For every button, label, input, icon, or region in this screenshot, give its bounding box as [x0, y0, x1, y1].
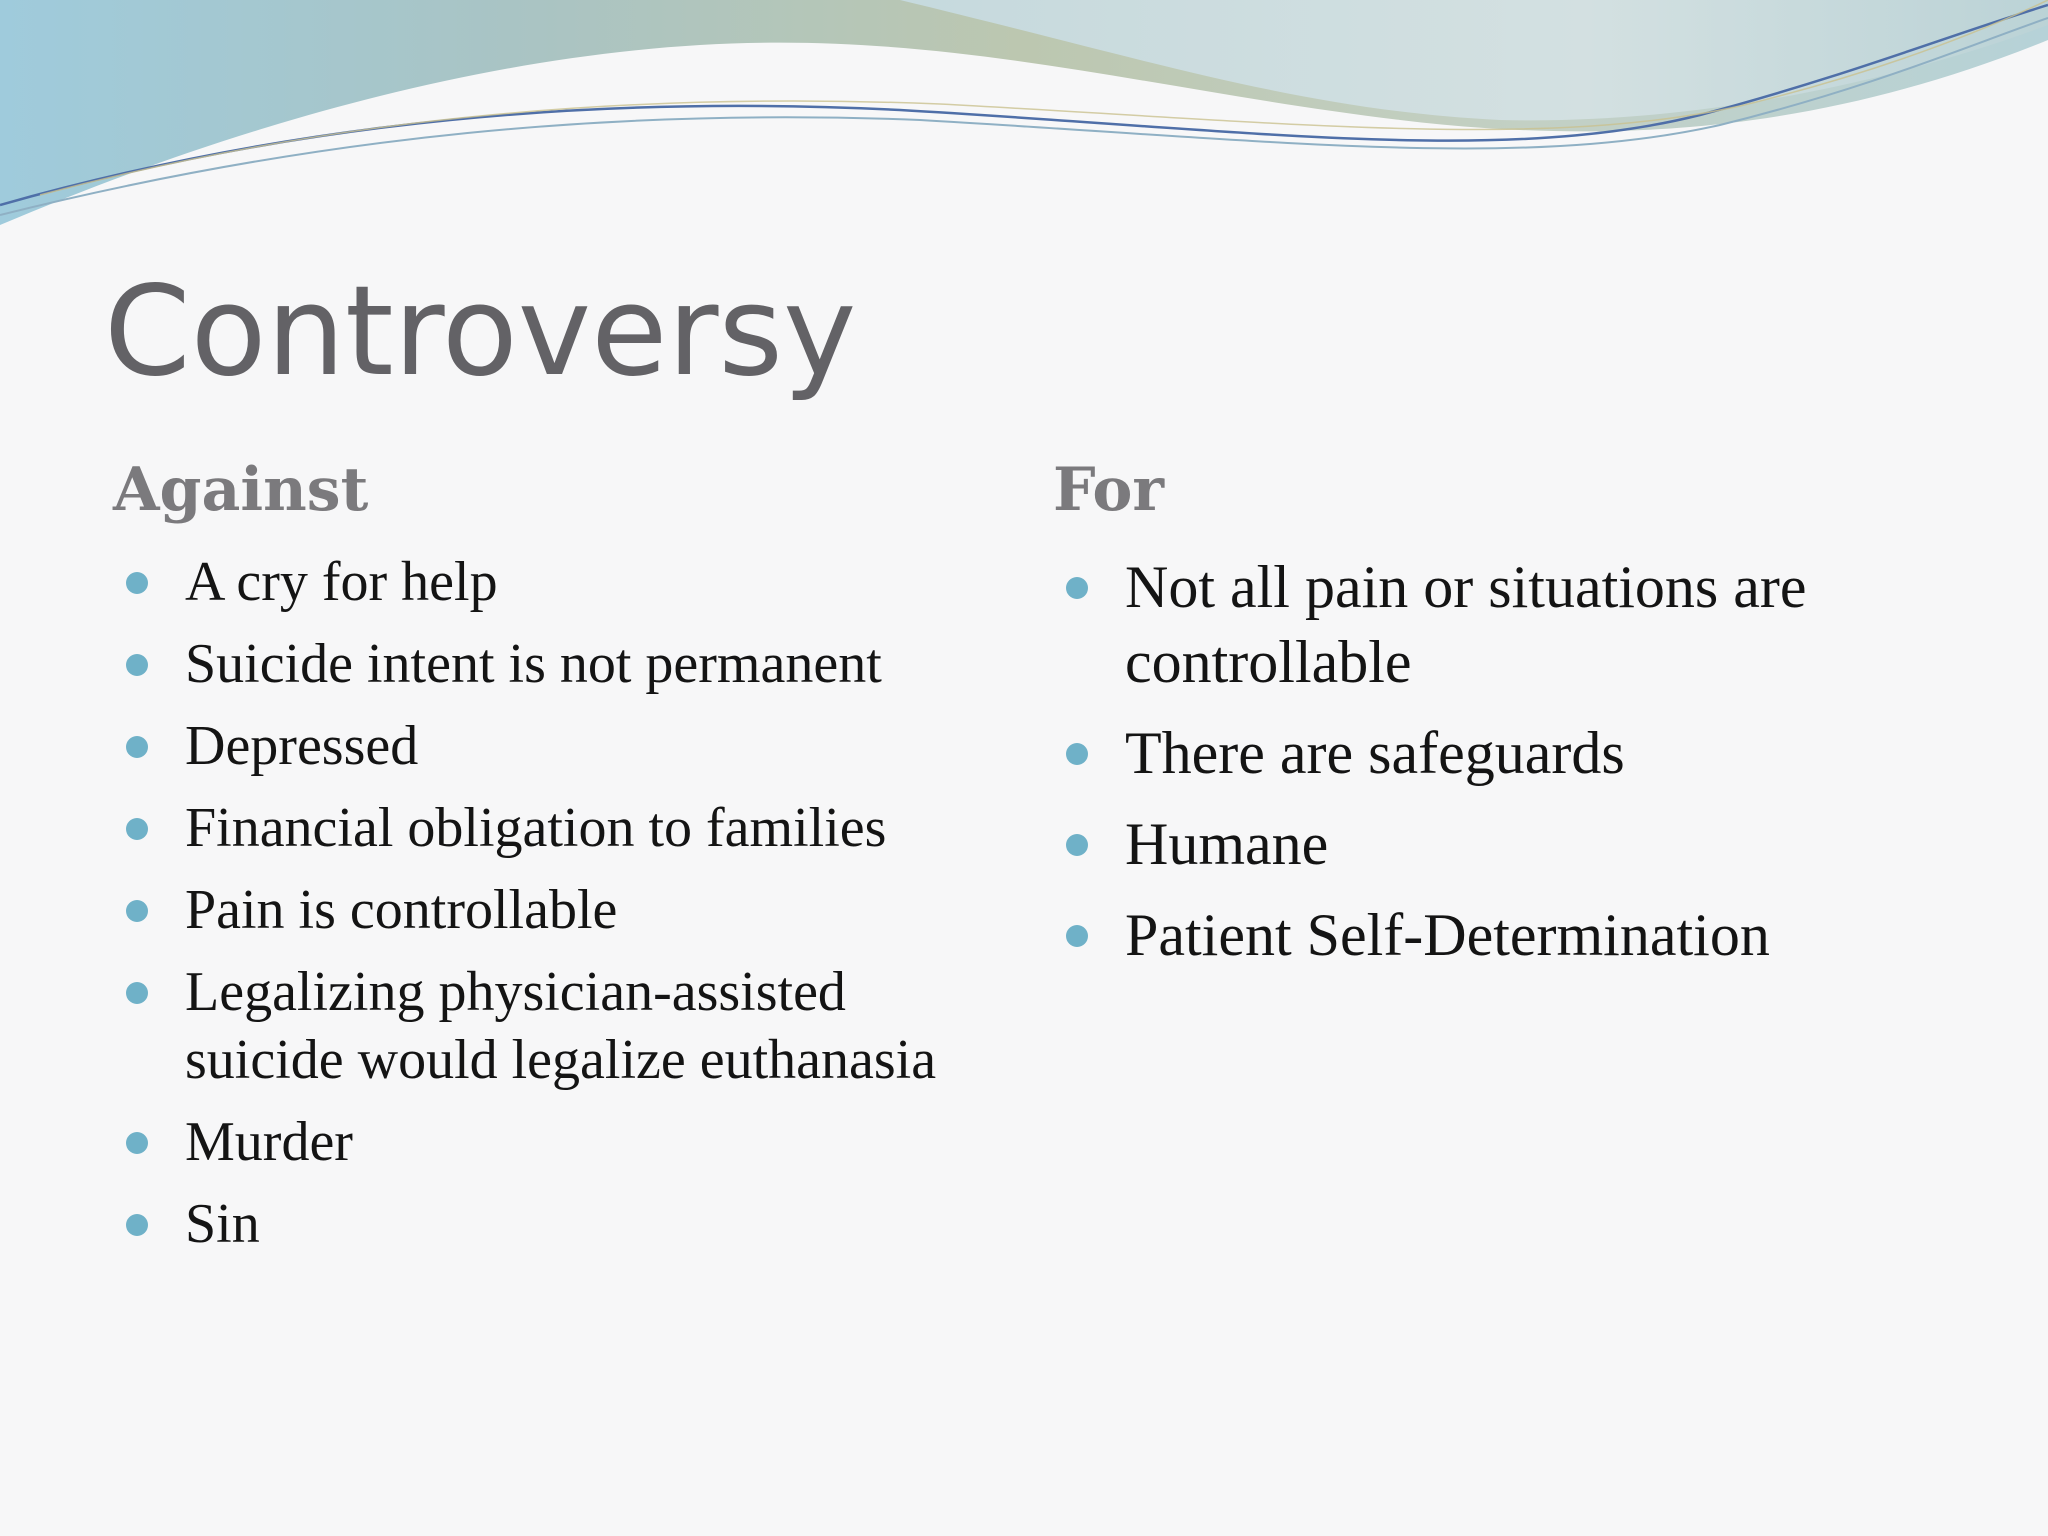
- bullet-dot-icon: [126, 900, 148, 922]
- list-item: [113, 958, 983, 1094]
- list-item-text: Depressed: [185, 715, 419, 777]
- bullet-dot-icon: [126, 1132, 148, 1154]
- against-list: [113, 548, 983, 1258]
- bullet-dot-icon: [126, 572, 148, 594]
- list-item: [113, 876, 983, 944]
- list-item-text: Financial obligation to families: [185, 797, 887, 859]
- list-item-text: Not all pain or situations are controllable: [1125, 554, 1807, 695]
- bullet-dot-icon: [126, 736, 148, 758]
- bullet-dot-icon: [1066, 577, 1088, 599]
- for-column: [1053, 450, 1953, 989]
- bullet-dot-icon: [1066, 743, 1088, 765]
- list-item: [113, 1190, 983, 1258]
- for-list: [1053, 550, 1953, 973]
- bullet-dot-icon: [126, 1214, 148, 1236]
- against-column: [113, 450, 983, 1272]
- list-item-text: Suicide intent is not permanent: [185, 633, 882, 695]
- list-item: [113, 712, 983, 780]
- list-item: [1053, 716, 1953, 791]
- list-item-text: Pain is controllable: [185, 879, 618, 941]
- list-item-text: Humane: [1125, 811, 1329, 877]
- list-item: [113, 1108, 983, 1176]
- list-item: [113, 548, 983, 616]
- list-item: [113, 794, 983, 862]
- bullet-dot-icon: [1066, 925, 1088, 947]
- list-item-text: Murder: [185, 1111, 353, 1173]
- list-item-text: Sin: [185, 1193, 260, 1255]
- bullet-dot-icon: [1066, 834, 1088, 856]
- list-item: [113, 630, 983, 698]
- list-item-text: A cry for help: [185, 551, 498, 613]
- for-heading: For: [1053, 455, 1164, 525]
- list-item-text: There are safeguards: [1125, 720, 1625, 786]
- list-item: [1053, 898, 1953, 973]
- header-wave-decoration: [0, 0, 2048, 260]
- slide-title: Controversy: [104, 260, 857, 404]
- bullet-dot-icon: [126, 982, 148, 1004]
- bullet-dot-icon: [126, 818, 148, 840]
- list-item: [1053, 550, 1953, 700]
- against-heading: Against: [113, 455, 369, 525]
- list-item-text: Patient Self-Determination: [1125, 902, 1770, 968]
- list-item: [1053, 807, 1953, 882]
- list-item-text: Legalizing physician-assisted suicide would legalize euthanasia: [185, 961, 937, 1091]
- bullet-dot-icon: [126, 654, 148, 676]
